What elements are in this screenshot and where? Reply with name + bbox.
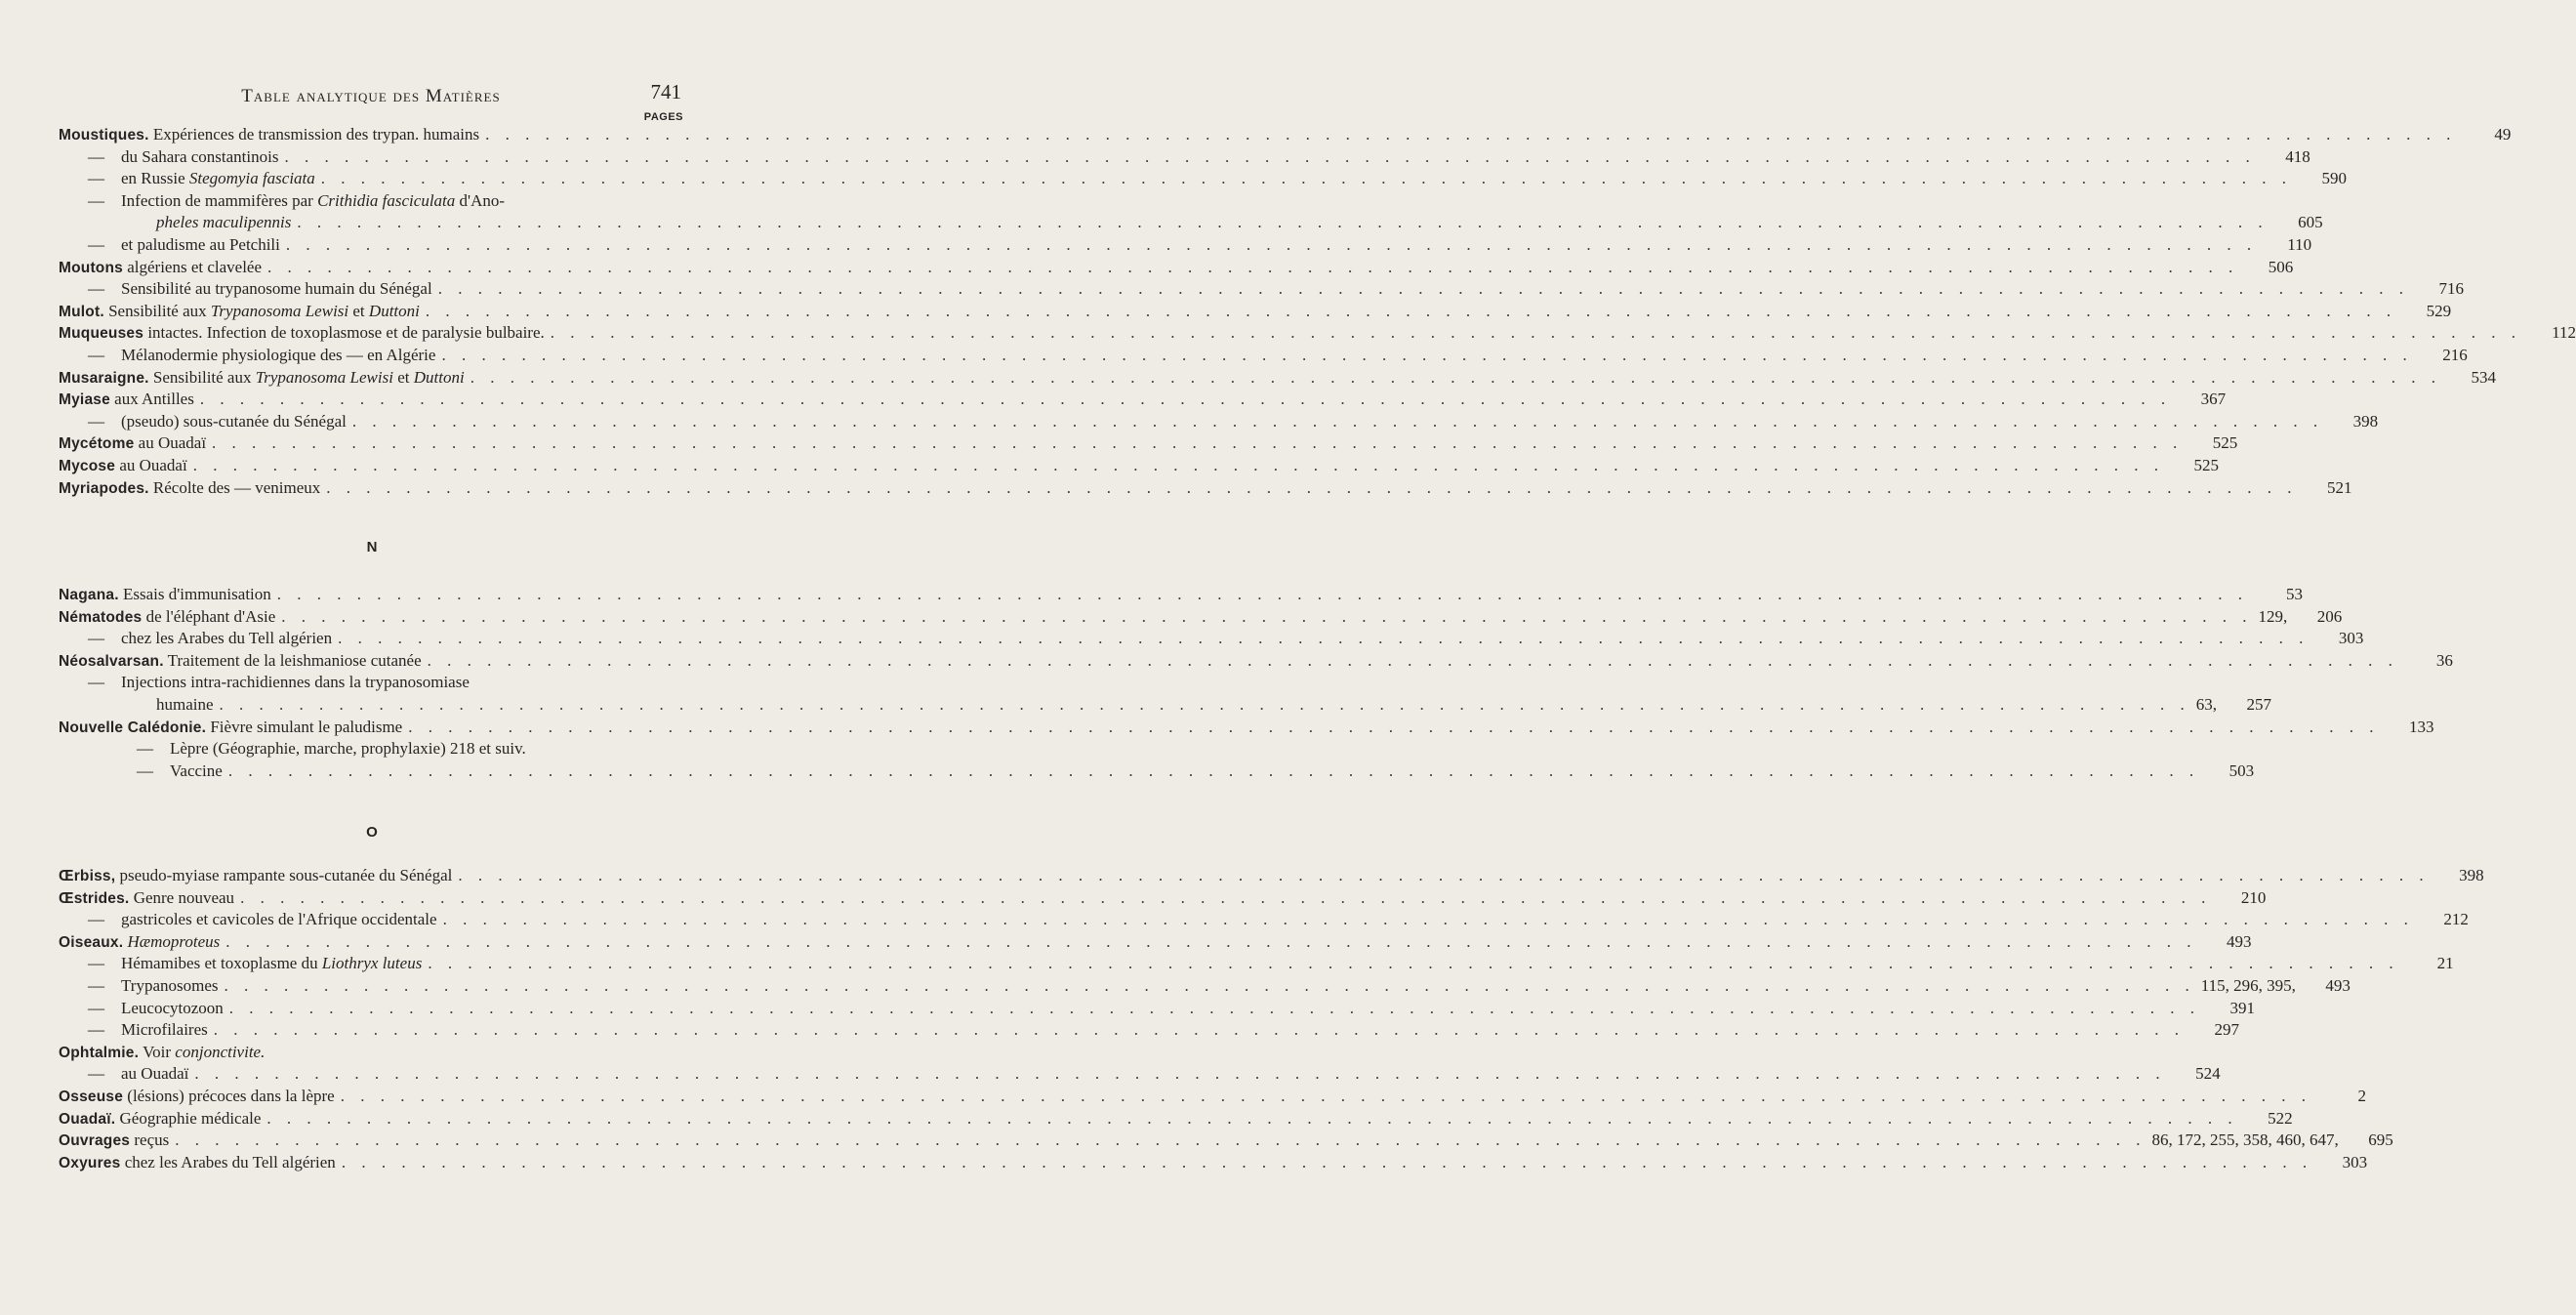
entry-text: [59, 909, 437, 931]
entry-body: Traitement de la leishmaniose cutanée: [167, 650, 422, 670]
entry-text: [59, 432, 206, 456]
entry-body: Sensibilité aux: [108, 301, 207, 320]
entry-text: [59, 455, 187, 478]
entry-body: Sensibilité aux: [152, 367, 252, 387]
entry-body: Trypanosomes: [121, 975, 219, 995]
entry-heading: Osseuse: [59, 1088, 124, 1105]
entry-body: Genre nouveau: [133, 887, 235, 907]
entry-heading: Myiase: [59, 391, 110, 409]
index-entry: [59, 1086, 2366, 1108]
entry-dash: —: [88, 279, 121, 299]
entry-body: Leucocytozoon: [121, 998, 224, 1017]
entry-text: [59, 1019, 208, 1042]
entry-body: et: [352, 301, 365, 320]
entry-body: Récolte des — venimeux: [152, 477, 321, 497]
entry-dash: —: [88, 411, 121, 431]
index-entry: [59, 234, 2312, 257]
entry-dash: —: [88, 673, 121, 692]
entry-dash: —: [88, 910, 121, 929]
entry-dash: —: [88, 190, 121, 210]
dot-leader: [470, 367, 2441, 390]
entry-page: 210: [2240, 887, 2267, 907]
index-entry: [59, 975, 2351, 998]
entry-page: 212: [2443, 910, 2469, 929]
entry-text: [59, 717, 402, 740]
entry-heading: Œrbiss,: [59, 868, 116, 884]
dot-leader: [225, 975, 2195, 998]
entry-italic: conjonctivite.: [175, 1042, 266, 1061]
entry-heading: Néosalvarsan.: [59, 652, 164, 670]
entry-page: 695: [2368, 1130, 2393, 1150]
dot-leader: [426, 301, 2396, 323]
dot-leader: [438, 278, 2409, 301]
dot-leader: [338, 628, 2309, 650]
index-entry: [59, 389, 2227, 411]
index-entry: [59, 301, 2452, 323]
index-entry: [59, 124, 2512, 146]
pages-column-label: PAGES: [643, 111, 683, 123]
page-number: 741: [650, 80, 681, 103]
entry-body: intactes. Infection de toxoplasmose et de paralysie bulbaire.: [147, 323, 545, 343]
index-entry: [59, 278, 2464, 301]
entry-page: 133: [2408, 717, 2434, 736]
dot-leader: [214, 1019, 2185, 1042]
index-entry: [59, 865, 2484, 887]
entry-heading: Ouadaï.: [59, 1110, 116, 1128]
entry-body: (lésions) précoces dans la lèpre: [127, 1086, 335, 1105]
entry-heading: Myriapodes.: [59, 479, 149, 497]
entry-page: 206: [2316, 606, 2343, 626]
index-entry: [59, 887, 2267, 910]
entry-page: 367: [2200, 390, 2227, 409]
letter-heading-n: N: [366, 539, 378, 555]
entry-text: [59, 628, 332, 650]
entry-dash: —: [88, 169, 121, 188]
entry-text: [59, 367, 465, 390]
entry-mid-pages: 115, 296, 395,: [2200, 975, 2296, 995]
entry-italic: Trypanosoma Lewisi: [255, 367, 393, 387]
entry-body: Expériences de transmission des trypan. humains: [152, 125, 480, 144]
entry-mid-pages: 63,: [2195, 694, 2218, 714]
entry-heading: Ouvrages: [59, 1132, 131, 1150]
dot-leader: [175, 1130, 2146, 1152]
entry-heading: Ophtalmie.: [59, 1044, 140, 1061]
index-entry: [59, 477, 2352, 500]
dot-leader: [281, 606, 2252, 629]
index-entry: [59, 190, 685, 213]
entry-dash: —: [88, 1064, 121, 1084]
entry-heading: Nématodes: [59, 608, 143, 626]
dot-leader: [341, 1086, 2311, 1108]
entry-page: 53: [2286, 585, 2304, 603]
entry-body: algériens et clavelée: [127, 257, 263, 276]
index-entry: [59, 168, 2348, 190]
entry-text: [59, 887, 234, 911]
index-entry: [59, 650, 2453, 673]
entry-text: [59, 694, 214, 717]
entry-text: [59, 931, 220, 955]
entry-dash: —: [88, 629, 121, 648]
entry-page: 112: [2552, 323, 2576, 343]
entry-dash: —: [88, 234, 121, 254]
entry-body: Fièvre simulant le paludisme: [210, 717, 403, 736]
entry-italic: Crithidia fasciculata: [317, 190, 456, 210]
index-entry: [59, 606, 2343, 629]
entry-text: [59, 672, 685, 694]
dot-leader: [428, 650, 2398, 673]
entry-body: en Russie: [121, 169, 185, 188]
dot-leader: [443, 909, 2414, 931]
index-entry: [59, 909, 2469, 931]
dot-leader: [194, 1063, 2165, 1086]
entry-text: [59, 146, 278, 169]
running-title: Table analytique des Matières: [241, 86, 501, 106]
entry-text: [59, 998, 224, 1020]
entry-text: [59, 411, 347, 433]
index-entry: [59, 411, 2379, 433]
dot-leader: [458, 865, 2429, 887]
index-entry: [59, 345, 2468, 367]
entry-page: 506: [2268, 257, 2294, 276]
dot-leader: [284, 146, 2255, 169]
entry-body: Microfilaires: [121, 1020, 208, 1040]
entry-text: [59, 760, 223, 783]
entry-text: [59, 975, 219, 998]
entry-page: 525: [2193, 455, 2219, 474]
entry-text: [59, 212, 291, 234]
entry-heading: Mulot.: [59, 303, 104, 320]
entry-page: 21: [2436, 954, 2454, 973]
entry-italic: Trypanosoma Lewisi: [210, 301, 349, 320]
entry-heading: Œstrides.: [59, 889, 130, 907]
entry-page: 522: [2268, 1108, 2293, 1128]
entry-body: et: [397, 367, 410, 387]
entry-text: [59, 1086, 335, 1109]
index-entry: [59, 212, 2323, 234]
entry-dash: —: [137, 739, 170, 759]
entry-body: au Ouadaï: [138, 433, 207, 453]
entry-text: [59, 1108, 261, 1131]
entry-body: chez les Arabes du Tell algérien: [121, 629, 333, 648]
entry-page: 297: [2214, 1020, 2239, 1040]
index-entry: [59, 367, 2496, 390]
index-entry: [59, 1063, 2221, 1086]
entry-body: Géographie médicale: [119, 1108, 262, 1128]
entry-italic: Liothryx luteus: [321, 954, 423, 973]
entry-heading: Mycétome: [59, 435, 135, 453]
entry-text: [59, 278, 432, 301]
index-entry: [59, 455, 2219, 477]
entry-body: Vaccine: [170, 760, 223, 780]
entry-page: 529: [2426, 301, 2452, 320]
index-entry: [59, 1042, 685, 1064]
entry-heading: Oxyures: [59, 1154, 121, 1171]
section-m: [59, 124, 2576, 499]
entry-text: [59, 1063, 188, 1086]
index-entry: [59, 1130, 2393, 1152]
entry-heading: Musaraigne.: [59, 369, 149, 387]
entry-text: [59, 168, 315, 190]
entry-page: 257: [2246, 694, 2272, 714]
entry-heading: Moustiques.: [59, 127, 149, 144]
entry-heading: Mycose: [59, 457, 116, 474]
letter-heading-o: O: [366, 824, 378, 841]
dot-leader: [277, 584, 2248, 606]
entry-text: [59, 650, 422, 674]
dot-leader: [266, 1108, 2237, 1130]
entry-dash: —: [88, 954, 121, 973]
entry-page: 398: [2352, 411, 2379, 431]
entry-text: [59, 234, 280, 257]
index-entry: [59, 584, 2304, 606]
entry-dash: —: [88, 1020, 121, 1040]
section-o: [59, 865, 2484, 1173]
entry-body: au Ouadaï: [121, 1064, 189, 1084]
index-entry: [59, 628, 2364, 650]
index-entry: [59, 257, 2294, 279]
entry-text: [59, 584, 271, 607]
entry-page: 716: [2438, 279, 2464, 299]
entry-mid-pages: 86, 172, 255, 358, 460, 647,: [2151, 1130, 2339, 1150]
entry-page: 525: [2212, 433, 2238, 453]
index-entry: [59, 146, 2310, 169]
entry-text: [59, 1042, 685, 1065]
dot-leader: [229, 998, 2200, 1020]
entry-page: 216: [2442, 345, 2468, 364]
dot-leader: [321, 168, 2292, 190]
index-entry: [59, 432, 2238, 455]
entry-body: Hémamibes et toxoplasme du: [121, 954, 318, 973]
entry-text: [59, 738, 685, 760]
dot-leader: [193, 455, 2164, 477]
entry-page: 534: [2471, 367, 2496, 387]
dot-leader: [220, 694, 2190, 717]
entry-body: humaine: [156, 694, 214, 714]
dot-leader: [551, 322, 2521, 345]
dot-leader: [326, 477, 2297, 500]
dot-leader: [352, 411, 2323, 433]
entry-page: 418: [2285, 146, 2310, 166]
entry-page: 398: [2459, 866, 2484, 884]
index-entry: [59, 717, 2434, 739]
entry-body: Voir: [143, 1042, 172, 1061]
entry-italic: Hæmoproteus: [127, 931, 221, 951]
entry-dash: —: [137, 760, 170, 780]
entry-dash: —: [88, 975, 121, 995]
index-entry: [59, 998, 2256, 1020]
entry-text: [59, 345, 435, 367]
entry-italic: Duttoni: [368, 301, 420, 320]
dot-leader: [200, 389, 2171, 411]
entry-body: Essais d'immunisation: [122, 585, 271, 603]
index-entry: [59, 1019, 2239, 1042]
index-entry: [59, 1152, 2368, 1174]
index-entry: [59, 1108, 2293, 1130]
entry-text: [59, 953, 422, 975]
index-entry: [59, 760, 2255, 783]
entry-body: au Ouadaï: [119, 455, 187, 474]
index-entry: [59, 322, 2576, 345]
dot-leader: [485, 124, 2456, 146]
dot-leader: [212, 432, 2183, 455]
entry-page: 503: [2228, 760, 2255, 780]
entry-page: 605: [2298, 213, 2323, 232]
entry-page: 493: [2325, 975, 2351, 995]
entry-italic: pheles maculipennis: [156, 213, 292, 232]
entry-body: Injections intra-rachidiennes dans la trypanosomiase: [121, 673, 470, 692]
entry-italic: Stegomyia fasciata: [188, 169, 315, 188]
entry-text: [59, 257, 262, 280]
entry-dash: —: [88, 146, 121, 166]
dot-leader: [441, 345, 2412, 367]
entry-body: gastricoles et cavicoles de l'Afrique occidentale: [121, 910, 437, 929]
entry-heading: Muqueuses: [59, 325, 144, 343]
entry-mid-pages: 129,: [2258, 606, 2288, 626]
index-entry: [59, 672, 685, 694]
entry-dash: —: [88, 345, 121, 364]
section-n: [59, 584, 2453, 782]
entry-page: 303: [2338, 629, 2364, 648]
entry-body: d'Ano-: [459, 190, 506, 210]
entry-text: [59, 1152, 336, 1175]
entry-page: 36: [2435, 650, 2453, 670]
entry-heading: Moutons: [59, 259, 123, 276]
entry-body: reçus: [134, 1130, 170, 1150]
entry-text: [59, 301, 420, 324]
entry-page: 391: [2229, 998, 2256, 1017]
entry-page: 493: [2226, 931, 2252, 951]
entry-body: Infection de mammifères par: [121, 190, 313, 210]
entry-heading: Nouvelle Calédonie.: [59, 719, 207, 736]
entry-text: [59, 1130, 169, 1153]
entry-page: 49: [2494, 125, 2512, 144]
entry-text: [59, 190, 685, 213]
entry-text: [59, 477, 320, 501]
dot-leader: [240, 887, 2211, 910]
entry-italic: Duttoni: [413, 367, 465, 387]
entry-body: pseudo-myiase rampante sous-cutanée du Sénégal: [119, 866, 453, 884]
dot-leader: [225, 931, 2196, 954]
entry-text: [59, 322, 545, 346]
entry-body: et paludisme au Petchili: [121, 234, 280, 254]
dot-leader: [428, 953, 2398, 975]
dot-leader: [342, 1152, 2312, 1174]
entry-page: 590: [2321, 169, 2348, 188]
entry-text: [59, 865, 452, 888]
entry-body: (pseudo) sous-cutanée du Sénégal: [121, 411, 347, 431]
entry-body: de l'éléphant d'Asie: [145, 606, 276, 626]
entry-page: 524: [2195, 1064, 2221, 1084]
entry-text: [59, 606, 275, 630]
entry-body: Sensibilité au trypanosome humain du Sénégal: [121, 279, 432, 299]
entry-body: du Sahara constantinois: [121, 146, 279, 166]
entry-body: Lèpre (Géographie, marche, prophylaxie) 218 et suiv.: [170, 739, 526, 759]
entry-page: 2: [2357, 1086, 2366, 1105]
entry-body: aux Antilles: [114, 390, 194, 409]
entry-dash: —: [88, 998, 121, 1017]
dot-leader: [267, 257, 2238, 279]
entry-heading: Oiseaux.: [59, 933, 124, 951]
running-head: [59, 80, 683, 109]
index-entry: [59, 953, 2454, 975]
entry-text: [59, 124, 479, 147]
dot-leader: [228, 760, 2199, 783]
entry-heading: Nagana.: [59, 587, 119, 603]
entry-body: Mélanodermie physiologique des — en Algérie: [121, 345, 436, 364]
dot-leader: [408, 717, 2379, 739]
entry-body: chez les Arabes du Tell algérien: [124, 1152, 336, 1171]
entry-page: 303: [2342, 1152, 2368, 1171]
entry-page: 521: [2327, 477, 2352, 497]
index-entry: [59, 931, 2252, 954]
index-entry: [59, 694, 2272, 717]
entry-page: 110: [2287, 234, 2312, 254]
entry-text: [59, 389, 194, 412]
index-entry: [59, 738, 685, 760]
dot-leader: [297, 212, 2268, 234]
dot-leader: [286, 234, 2257, 257]
